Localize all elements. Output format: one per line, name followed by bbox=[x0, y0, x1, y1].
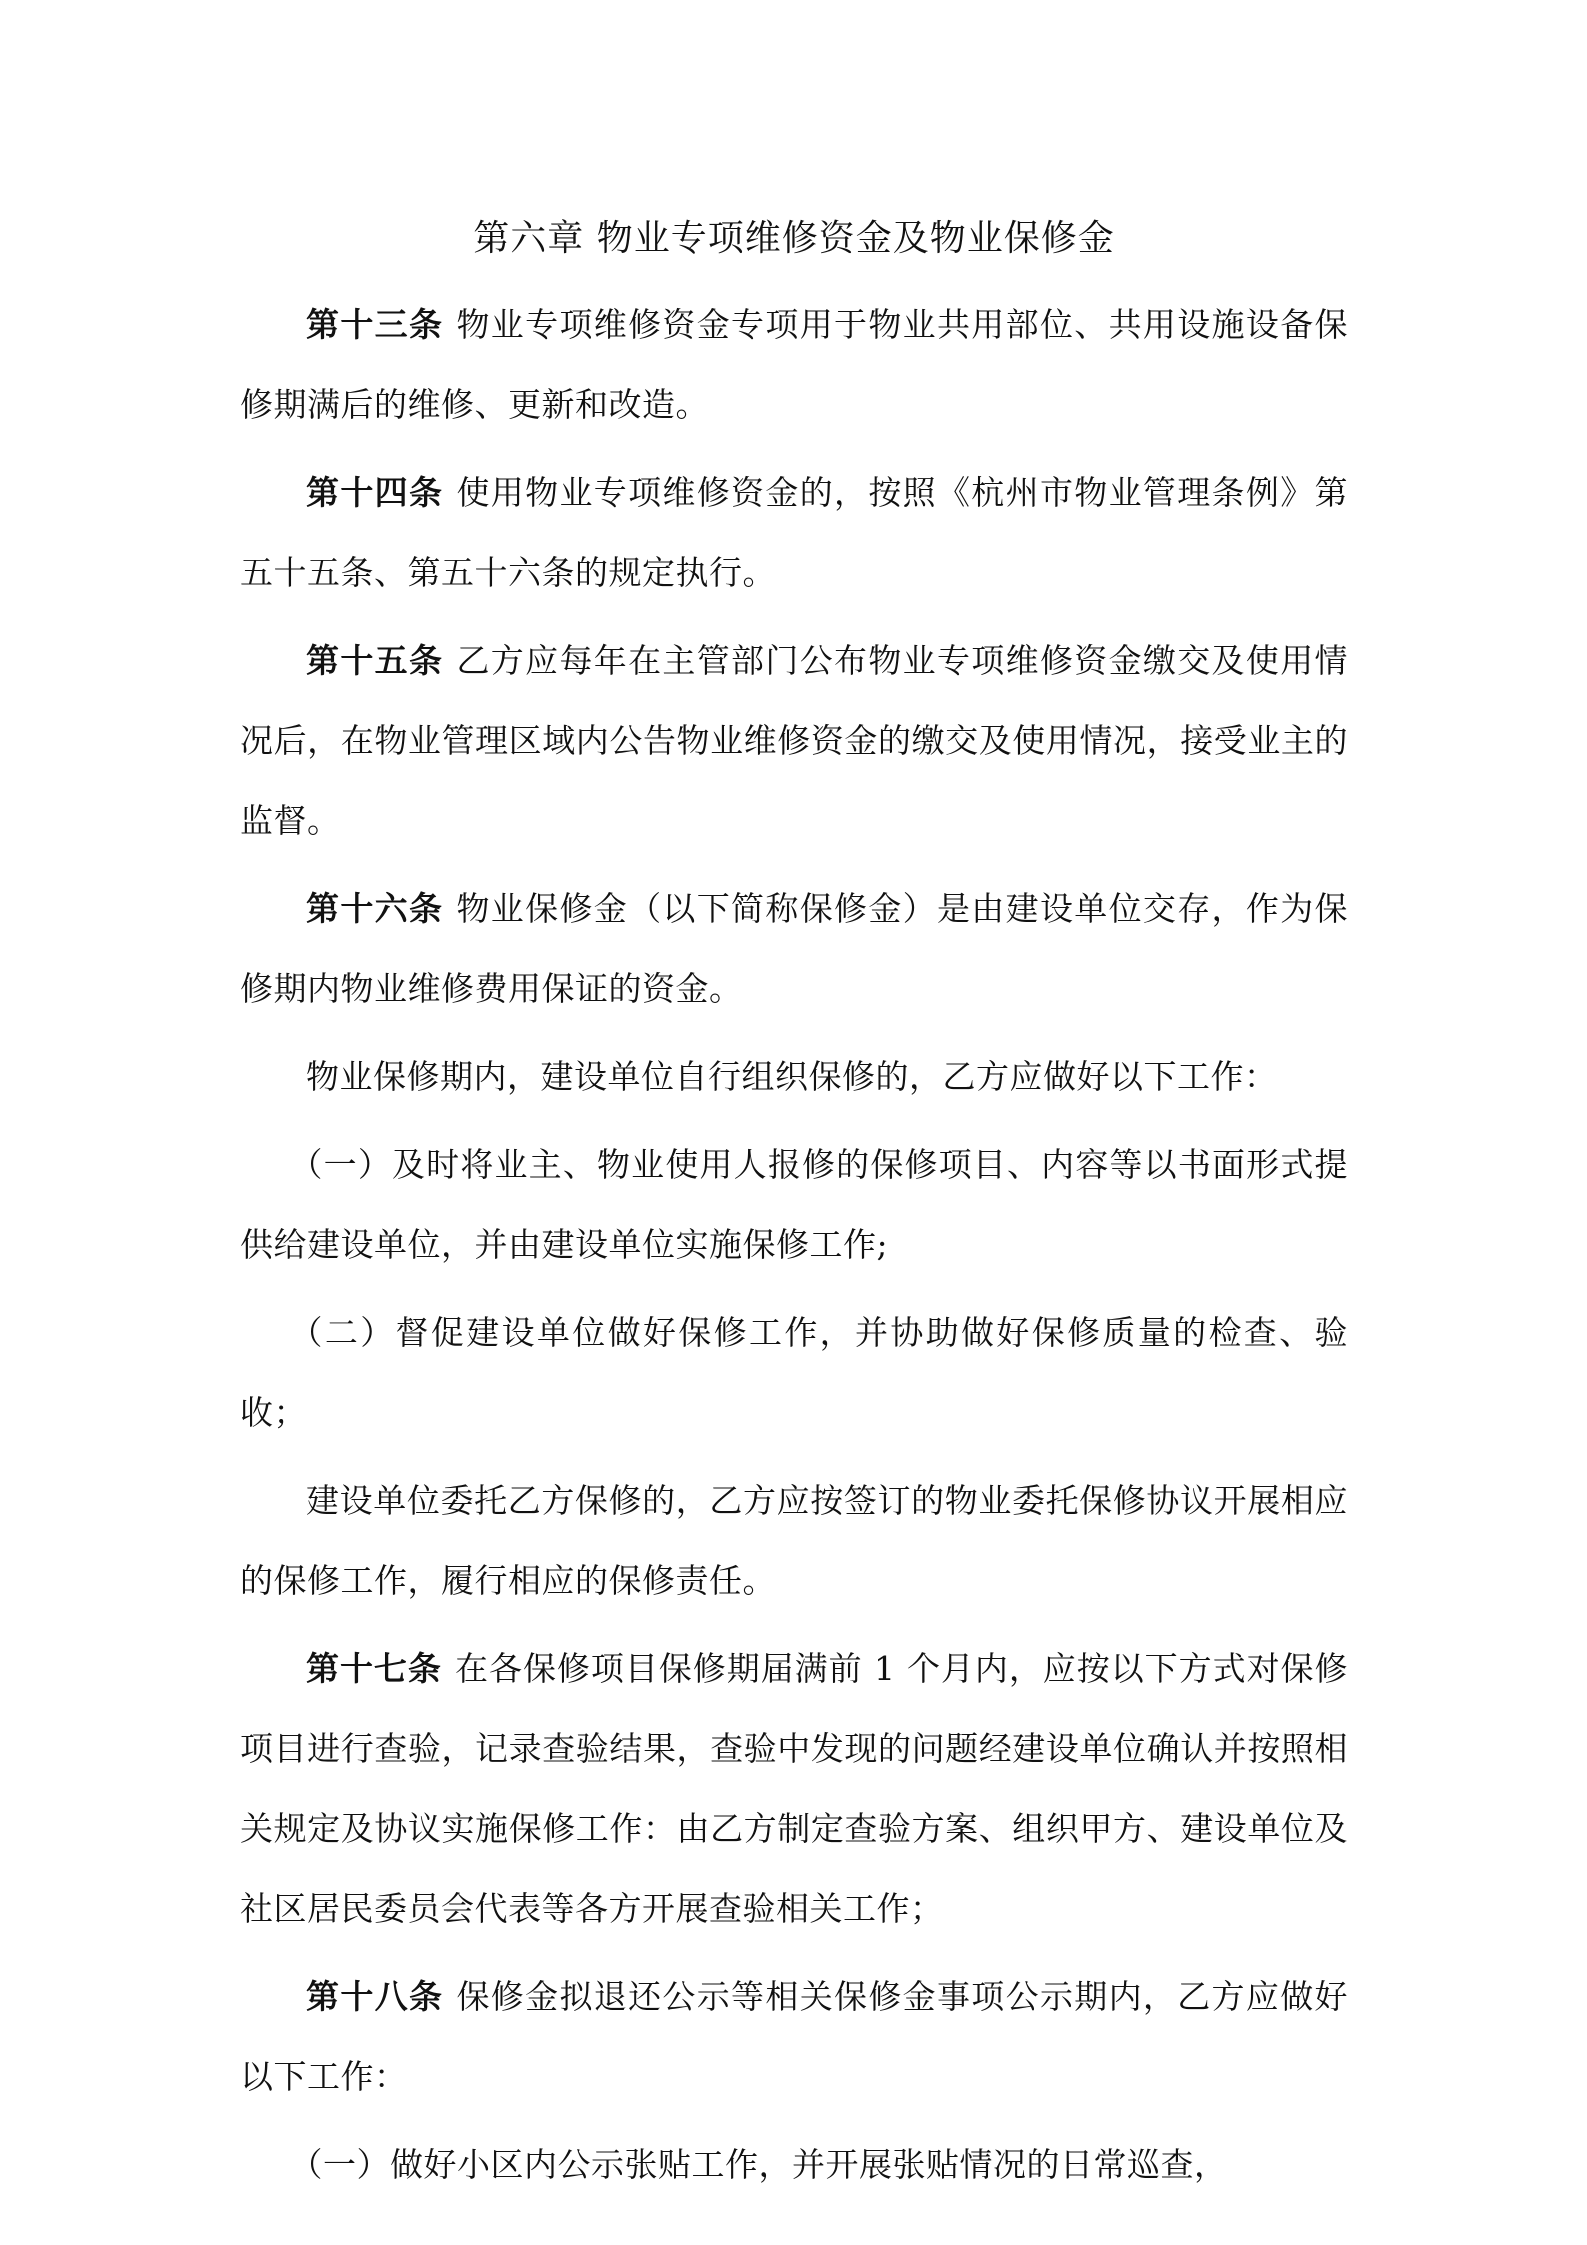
article-number: 第十七条 bbox=[306, 1649, 442, 1688]
article-number: 第十四条 bbox=[306, 473, 444, 512]
article-text: 物业专项维修资金专项用于物业共用部位、共用设施设备保修期满后的维修、更新和改造。 bbox=[240, 305, 1349, 424]
article-18 bbox=[240, 1957, 1348, 2117]
article-number: 第十八条 bbox=[306, 1977, 444, 2016]
article-number: 第十六条 bbox=[306, 889, 444, 928]
article-text: 乙方应每年在主管部门公布物业专项维修资金缴交及使用情况后，在物业管理区域内公告物业维修资金的缴交及使用情况，接受业主的监督。 bbox=[240, 641, 1349, 840]
document-body bbox=[240, 205, 1348, 2213]
article-number: 第十五条 bbox=[306, 641, 444, 680]
paragraph-warranty-entrusted: 建设单位委托乙方保修的，乙方应按签订的物业委托保修协议开展相应的保修工作，履行相应的保修责任。 bbox=[240, 1481, 1348, 1600]
list-item: （二）督促建设单位做好保修工作，并协助做好保修质量的检查、验收； bbox=[240, 1313, 1348, 1432]
article-text: 在各保修项目保修期届满前 1 个月内，应按以下方式对保修项目进行查验，记录查验结果，查验中发现的问题经建设单位确认并按照相关规定及协议实施保修工作：由乙方制定查验方案、组织甲方、建设单位及社区居民委员会代表等各方开展查验相关工作； bbox=[240, 1649, 1348, 1928]
list-item: （一）及时将业主、物业使用人报修的保修项目、内容等以书面形式提供给建设单位，并由建设单位实施保修工作; bbox=[240, 1145, 1348, 1264]
article-13 bbox=[240, 285, 1348, 445]
article-text: 物业保修金（以下简称保修金）是由建设单位交存，作为保修期内物业维修费用保证的资金。 bbox=[240, 889, 1349, 1008]
paragraph-warranty-self: 物业保修期内，建设单位自行组织保修的，乙方应做好以下工作： bbox=[306, 1057, 1278, 1096]
article-number: 第十三条 bbox=[306, 305, 444, 344]
article-14 bbox=[240, 453, 1348, 613]
article-text: 使用物业专项维修资金的，按照《杭州市物业管理条例》第五十五条、第五十六条的规定执行。 bbox=[240, 473, 1349, 592]
article-17 bbox=[240, 1629, 1348, 1949]
list-item: （一）做好小区内公示张贴工作，并开展张贴情况的日常巡查， bbox=[289, 2145, 1228, 2184]
article-text: 保修金拟退还公示等相关保修金事项公示期内，乙方应做好以下工作： bbox=[240, 1977, 1349, 2096]
article-15 bbox=[240, 621, 1348, 861]
article-16 bbox=[240, 869, 1348, 1029]
chapter-title: 第六章 物业专项维修资金及物业保修金 bbox=[473, 218, 1115, 259]
